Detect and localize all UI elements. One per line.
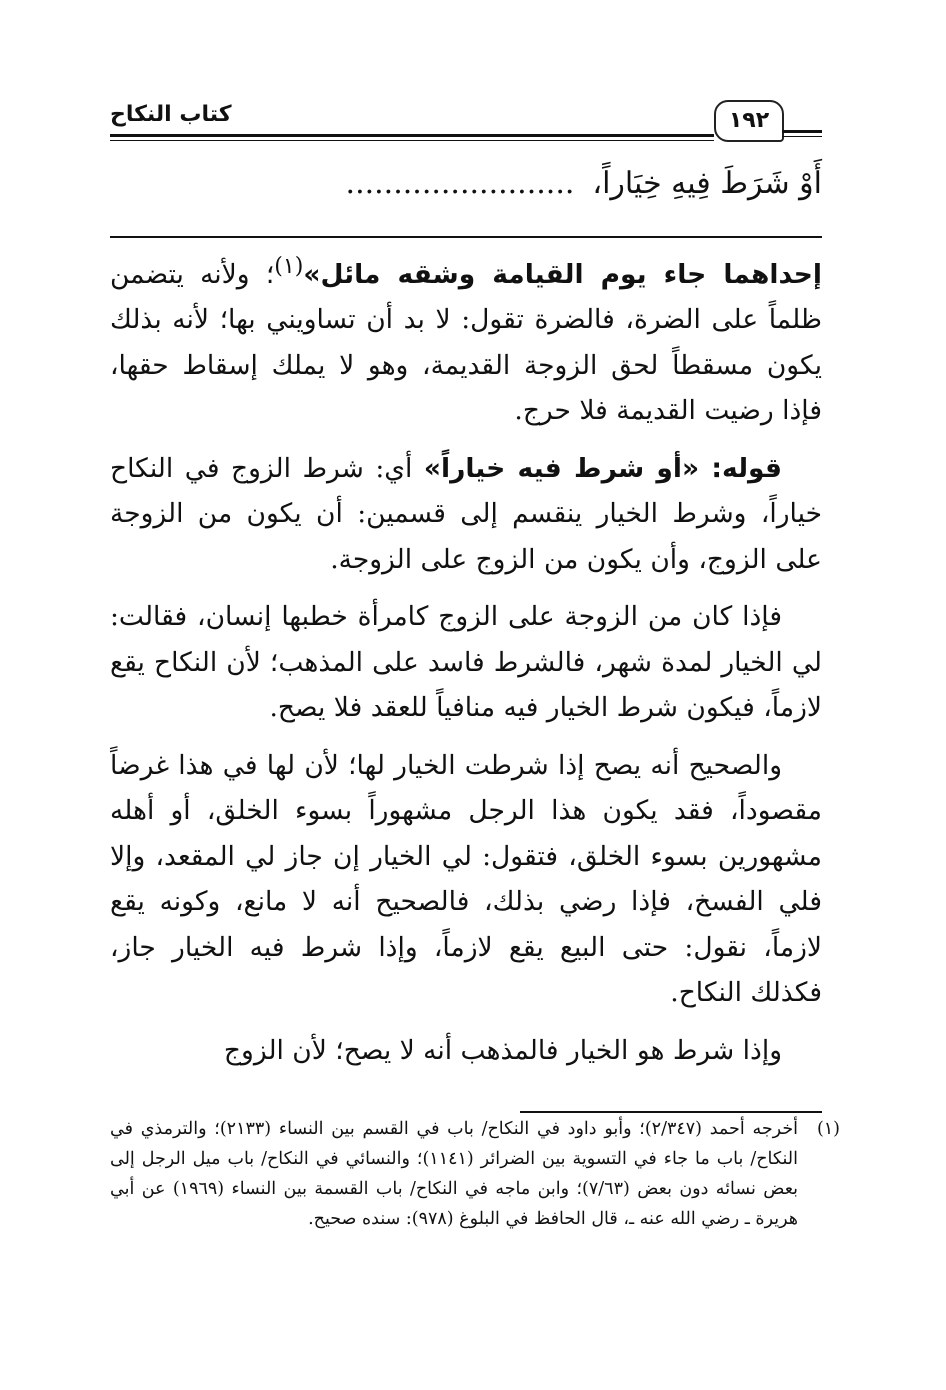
paragraph: والصحيح أنه يصح إذا شرطت الخيار لها؛ لأن لها في هذا غرضاً مقصوداً، فقد يكون هذا الرجل مشهوراً بسوء الخلق، أو أهله مشهورين بسوء الخلق، فتقول: لي الخيار إن جاز لي المقعد، وإلا فلي الفسخ، فإذا رضي بذلك، فالصحيح أنه لا مانع، وكونه يقع لازماً، نقول: حتى البيع يقع لازماً، وإذا شرط فيه الخيار جاز، فكذلك النكاح. — [110, 749, 822, 1009]
matn-line — [110, 158, 822, 210]
header-rule-thin — [110, 140, 714, 141]
footnote-ref: (١) — [274, 254, 304, 279]
page-header — [110, 100, 822, 150]
footnote-text: أخرجه أحمد (٢/٣٤٧)؛ وأبو داود في النكاح/ باب في القسم بين النساء (٢١٣٣)؛ والترمذي في النكاح/ باب ما جاء في التسوية بين الضرائر (١١٤١)؛ والنسائي في النكاح/ باب ميل الرجل إلى بعض نسائه دون بعض (٧/٦٣)؛ وابن ماجه في النكاح/ باب القسمة بين النساء (١٩٦٩) عن أبي هريرة ـ رضي الله عنه ـ، قال الحافظ في البلوغ (٩٧٨): سنده صحيح. — [110, 1119, 799, 1229]
footnote-divider — [520, 1111, 822, 1113]
hadith-quote: إحداهما جاء يوم القيامة وشقه مائل» — [303, 258, 822, 290]
footnote — [110, 1114, 840, 1234]
paragraph — [110, 244, 822, 434]
paragraph-text: ؛ ولأنه يتضمن ظلماً على الضرة، فالضرة تقول: لا بد أن تساويني بها؛ لأنه بذلك يكون مسقطاً لحق الزوجة القديمة، وهو لا يملك إسقاط حقها، فإذا رضيت القديمة فلا حرج. — [110, 258, 822, 427]
matn-quote: قوله: «أو شرط فيه خياراً» — [423, 452, 783, 484]
book-title: كتاب النكاح — [110, 102, 232, 127]
header-rule-right-thin — [782, 136, 822, 137]
paragraph-text: أي: شرط الزوج في النكاح خياراً، وشرط الخيار ينقسم إلى قسمين: أن يكون من الزوجة على الزوج، وأن يكون من الزوج على الزوجة. — [110, 452, 822, 575]
paragraph: وإذا شرط هو الخيار فالمذهب أنه لا يصح؛ لأن الزوج — [223, 1034, 782, 1066]
matn-dots: ........................ — [345, 166, 575, 201]
header-rule-right — [782, 130, 822, 133]
footnote-mark: (١) — [816, 1119, 840, 1139]
paragraph: فإذا كان من الزوجة على الزوج كامرأة خطبها إنسان، فقالت: لي الخيار لمدة شهر، فالشرط فاسد على المذهب؛ لأن النكاح يقع لازماً، فيكون شرط الخيار فيه منافياً للعقد فلا يصح. — [110, 601, 822, 724]
commentary-body — [110, 244, 822, 1085]
header-rule — [110, 134, 714, 137]
matn-text: أَوْ شَرَطَ فِيهِ خِيَاراً، — [592, 166, 822, 201]
footnotes — [110, 1114, 840, 1234]
page-number: ١٩٢ — [714, 100, 784, 142]
paragraph — [110, 446, 822, 583]
matn-divider — [110, 236, 822, 238]
